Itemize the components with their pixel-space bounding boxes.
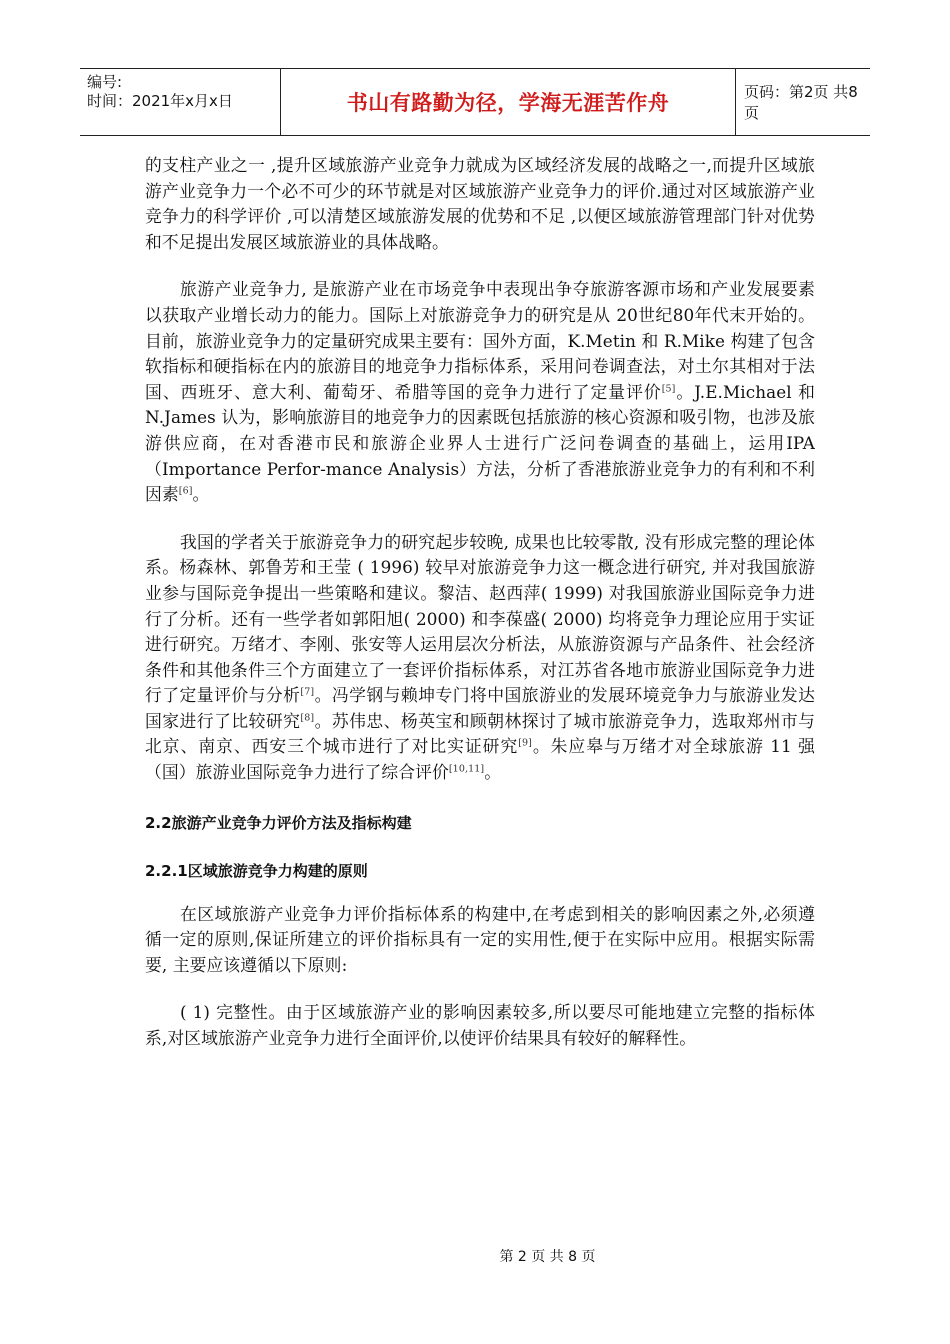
paragraph-gap [145,255,815,277]
motto-text: 书山有路勤为径，学海无涯苦作舟 [346,91,670,115]
paragraph-3-text-c: 。苏伟忠、杨英宝和顾朝林探讨了城市旅游竞争力，选取郑州市与北京、南京、西安三个城市进行了对比实证研究 [145,710,815,757]
header-page-cell [736,69,870,135]
citation-ref: [5] [661,383,676,395]
paragraph-3-text-b: 。冯学钢与赖坤专门将中国旅游业的发展环境竞争力与旅游业发达国家进行了比较研究 [145,685,815,731]
paragraph-2-text-c: 。 [192,484,210,505]
paragraph-3 [145,530,815,786]
paragraph-2-text-a: 旅游产业竞争力, 是旅游产业在市场竞争中表现出争夺旅游客源市场和产业发展要素以获取产业增长动力的能力。国际上对旅游竞争力的研究是从 20世纪80年代末开始的。目前，旅游业竞争力的定量研究成果主要有：国外方面，K.Metin 和 R.Mike 构建了包含软指标和硬指标在内的旅游目的地竞争力指标体系，采用问卷调查法，对土尔其相对于法国、西班牙、意大利、葡萄牙、希腊等国的竞争力进行了定量评价 [145,279,815,402]
paragraph-2-text-b: 。J.E.Michael 和N.James 认为，影响旅游目的地竞争力的因素既包括旅游的核心资源和吸引物，也涉及旅游供应商，在对香港市民和旅游企业界人士进行广泛问卷调查的基础上，运用IPA（Importance Perfor-mance Analysis）方法，分析了香港旅游业竞争力的有利和不利因素 [145,381,815,505]
footer-page-number: 第 2 页 共 8 页 [499,1249,596,1265]
paragraph-3-text-d: 。朱应皋与万绪才对全球旅游 11 强（国）旅游业国际竞争力进行了综合评价 [145,736,815,783]
paragraph-2 [145,277,815,507]
paragraph-gap [145,978,815,1000]
paragraph-gap [145,882,815,902]
document-body [145,153,815,1052]
citation-ref: [6] [178,485,193,497]
paragraph-gap [145,508,815,530]
paragraph-1: 的支柱产业之一 ,提升区域旅游产业竞争力就成为区域经济发展的战略之一,而提升区域旅游产业竞争力一个必不可少的环节就是对区域旅游产业竞争力的评价.通过对区域旅游产业竞争力的科学评价 ,可以清楚区域旅游发展的优势和不足 ,以便区域旅游管理部门针对优势和不足提出发展区域旅游业的具体战略。 [145,155,815,252]
page-number-label: 页码：第2页 共8页 [744,83,858,122]
paragraph-gap [145,786,815,812]
citation-ref: [8] [300,712,315,724]
paragraph-3-text-e: 。 [484,762,502,783]
header-motto-cell [281,69,736,135]
page-footer [0,1246,950,1266]
number-label: 编号: [87,73,123,91]
time-label: 时间：2021年x月x日 [87,92,233,110]
header-meta-cell [80,69,281,135]
section-heading-2-2: 2.2旅游产业竞争力评价方法及指标构建 [145,813,412,832]
paragraph-3-text-a: 我国的学者关于旅游竞争力的研究起步较晚, 成果也比较零散, 没有形成完整的理论体系。杨森林、郭鲁芳和王莹 ( 1996) 较早对旅游竞争力这一概念进行研究, 并对我国旅游业参与国际竞争提出一些策略和建议。黎洁、赵西萍( 1999) 对我国旅游业国际竞争力进行了分析。还有一些学者如郭阳旭( 2000) 和李葆盛( 2000) 均将竞争力理论应用于实证进行研究。万绪才、李刚、张安等人运用层次分析法，从旅游资源与产品条件、社会经济条件和其他条件三个方面建立了一套评价指标体系，对江苏省各地市旅游业国际竞争力进行了定量评价与分析 [145,531,815,706]
paragraph-5: ( 1) 完整性。由于区域旅游产业的影响因素较多,所以要尽可能地建立完整的指标体系,对区域旅游产业竞争力进行全面评价,以使评价结果具有较好的解释性。 [145,1002,815,1049]
page-header [80,68,870,136]
citation-ref: [9] [518,737,532,749]
section-heading-2-2-1: 2.2.1区域旅游竞争力构建的原则 [145,861,368,880]
paragraph-gap [145,834,815,860]
citation-ref: [7] [300,686,315,698]
citation-ref: [10,11] [448,763,485,775]
paragraph-4: 在区域旅游产业竞争力评价指标体系的构建中,在考虑到相关的影响因素之外,必须遵循一定的原则,保证所建立的评价指标具有一定的实用性,便于在实际中应用。根据实际需要, 主要应该遵循以下原则: [145,903,815,975]
